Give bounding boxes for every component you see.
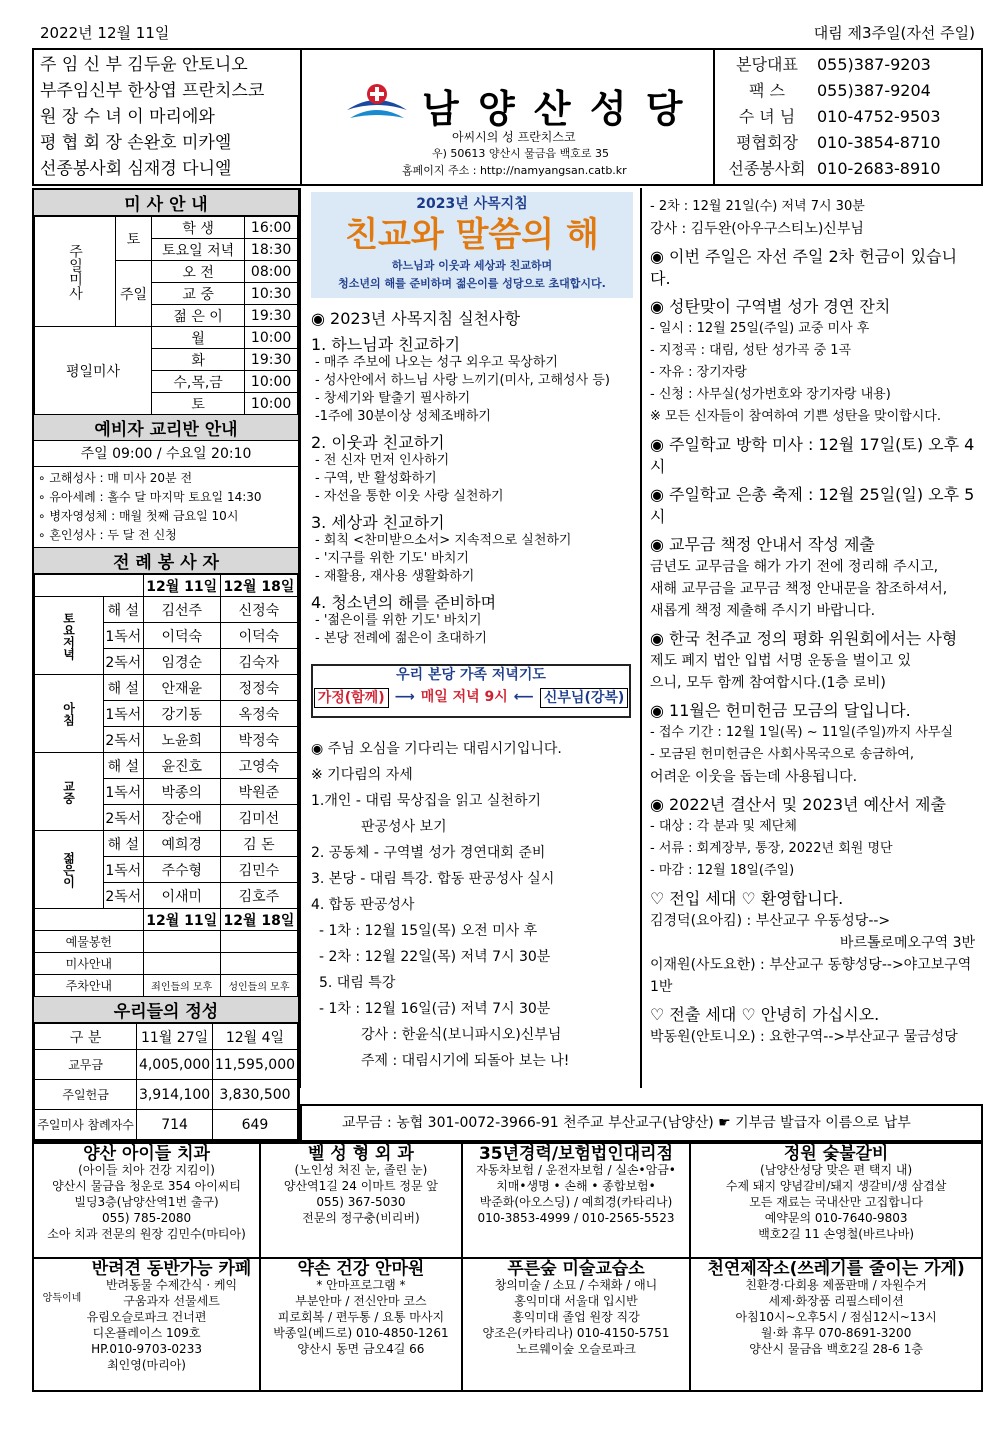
server-role: 해 설: [104, 753, 144, 779]
ad-line: 푸른숲 미술교습소: [507, 1258, 645, 1279]
server-name: 김호주: [220, 883, 297, 909]
server-name: 노윤희: [143, 727, 220, 753]
server-name: 고영숙: [220, 753, 297, 779]
mass-time: 10:00: [245, 371, 298, 393]
ad-line: 치매•생명 • 손해 • 종합보험•: [496, 1179, 656, 1193]
ad-line: 홍익미대 졸업 원장 직강: [512, 1309, 640, 1324]
server-name: 윤진호: [143, 753, 220, 779]
ad-line: 박준화(아오스딩) / 예희경(카타리나): [479, 1195, 673, 1209]
announcement-line: ◉ 주일학교 은총 축제 : 12월 25일(일) 오후 5시: [650, 485, 975, 526]
ad-box: [33, 1143, 260, 1258]
advent-line: - 1차 : 12월 16일(금) 저녁 7시 30분: [319, 1001, 551, 1017]
mass-name: 월: [152, 327, 245, 349]
offering-header: 12월 4일: [212, 1024, 297, 1050]
mass-row: [35, 217, 298, 239]
table-cell: [35, 909, 144, 931]
banner-main: 친교와 말씀의 해: [345, 215, 599, 255]
server-name: 강기동: [143, 701, 220, 727]
advent-notice: [311, 736, 636, 1074]
contact-number: 010-2683-8910: [817, 159, 941, 178]
ad-line: 피로회복 / 편두통 / 요통 마사지: [277, 1309, 445, 1324]
announcement-line: 어려운 이웃을 돕는데 사용됩니다.: [650, 769, 858, 785]
server-name: 박종의: [143, 779, 220, 805]
ad-line: 최인영(마리아): [107, 1357, 186, 1372]
announcement-line: - 서류 : 회계장부, 통장, 2022년 회원 명단: [650, 841, 893, 856]
mass-time: 10:00: [245, 327, 298, 349]
church-patron: 아씨시의 성 프란치스코: [452, 130, 576, 144]
header-box: [32, 48, 983, 186]
prayer-title: 우리 본당 가족 저녁기도: [396, 667, 546, 683]
server-name: 정정숙: [220, 675, 297, 701]
guidelines: [311, 306, 636, 648]
church-name: 남 양 산 성 당: [422, 87, 686, 131]
contact-number: 010-4752-9503: [817, 107, 941, 126]
guideline-heading: 1. 하느님과 친교하기: [311, 335, 461, 354]
ad-line: 010-3853-4999 / 010-2565-5523: [477, 1211, 675, 1225]
server-name: 이새미: [143, 883, 220, 909]
mass-group: 주일미사: [35, 217, 116, 327]
server-name: 임경순: [143, 649, 220, 675]
sacrament-item: ∘ 병자영성체 : 매월 첫째 금요일 10시: [38, 509, 239, 523]
ad-line: 055) 367-5030: [316, 1195, 406, 1209]
ad-line: 부분안마 / 전신안마 코스: [295, 1293, 427, 1308]
guideline-item: - 구역, 반 활성화하기: [315, 471, 437, 486]
duty-name: [143, 953, 220, 975]
catechism-title: 예비자 교리반 안내: [34, 415, 298, 441]
ad-box: [462, 1143, 691, 1258]
ads-table: [32, 1142, 983, 1392]
mass-title: 미 사 안 내: [34, 190, 298, 216]
announcement-line: 새롭게 책정 제출해 주시기 바랍니다.: [650, 603, 876, 619]
ad-line: 반려견 동반가능 카페: [91, 1258, 252, 1279]
guideline-item: - 재활용, 재사용 생활화하기: [315, 569, 475, 584]
ad-line: 천연제작소(쓰레기를 줄이는 가게): [707, 1258, 965, 1279]
mass-group: 평일미사: [35, 327, 152, 415]
ad-line: 세제·화장품 리필스테이션: [768, 1293, 904, 1308]
offering-value: 3,830,500: [212, 1080, 297, 1110]
contact-number: 010-3854-8710: [817, 133, 941, 152]
top-line: [40, 22, 975, 46]
ad-line: 유림오슬로파크 건너편: [86, 1309, 207, 1324]
guideline-item: - 성사안에서 하느님 사랑 느끼기(미사, 고해성사 등): [315, 373, 610, 388]
bulletin-date: 2022년 12월 11일: [40, 24, 170, 42]
server-name: 김 돈: [220, 831, 297, 857]
staff-item: 부주임신부 한상엽 프란치스코: [40, 81, 265, 101]
server-name: 옥정숙: [220, 701, 297, 727]
server-role: 2독서: [104, 805, 144, 831]
ad-line: 양조은(카타리나) 010-4150-5751: [482, 1325, 670, 1340]
mass-time: 19:30: [245, 305, 298, 327]
ad-line: 박종일(베드로) 010-4850-1261: [273, 1325, 449, 1340]
ad-line: 약손 건강 안마원: [297, 1258, 425, 1279]
announcement-line: ◉ 2022년 결산서 및 2023년 예산서 제출: [650, 795, 946, 814]
ad-line: 소아 치과 전문의 원장 김민수(마티아): [47, 1227, 246, 1241]
ad-line: 055) 785-2080: [101, 1211, 192, 1225]
prayer-priest: 신부님(강복): [540, 688, 628, 708]
guideline-item: - 회칙 <찬미받으소서> 지속적으로 실천하기: [315, 533, 572, 548]
ad-box: [690, 1143, 982, 1258]
advent-line: 5. 대림 특강: [319, 975, 396, 991]
server-date: 12월 18일: [220, 909, 297, 931]
advent-line: 3. 본당 - 대림 특강. 합동 판공성사 실시: [311, 871, 555, 887]
announcement-line: 바르톨로메오구역 3반: [839, 935, 975, 951]
mass-time: 18:30: [245, 239, 298, 261]
server-role: 해 설: [104, 831, 144, 857]
contact-list: [717, 50, 981, 184]
server-name: 안재윤: [143, 675, 220, 701]
right-column: [640, 188, 983, 1088]
offering-value: 11,595,000: [212, 1050, 297, 1080]
contact-label: 수 녀 님: [738, 107, 796, 126]
ad-line: (노인성 처진 눈, 졸린 눈): [294, 1163, 428, 1177]
announcement-line: 제도 폐지 법안 입법 서명 운동을 벌이고 있: [650, 653, 912, 669]
guideline-item: - 자선을 통한 이웃 사랑 실천하기: [315, 489, 504, 504]
guideline-item: - 매주 주보에 나오는 성구 외우고 묵상하기: [315, 355, 558, 370]
advent-line: 4. 합동 판공성사: [311, 897, 415, 913]
announcement-line: 이재원(사도요한) : 부산교구 동향성당-->야고보구역 1반: [650, 957, 972, 995]
guideline-item: -1주에 30분이상 성체조배하기: [315, 409, 491, 424]
ad-line: 양산시 동면 금오4길 66: [297, 1341, 425, 1356]
announcement-line: 김경덕(요아킴) : 부산교구 우동성당-->: [650, 913, 891, 929]
server-name: 김미선: [220, 805, 297, 831]
announcement-line: - 2차 : 12월 21일(수) 저녁 7시 30분: [650, 199, 865, 214]
server-name: 김숙자: [220, 649, 297, 675]
ad-line: 백호2길 11 손영철(바르나바): [758, 1227, 915, 1241]
server-row: [35, 675, 298, 701]
duty-name: [220, 953, 297, 975]
arrow-right-icon: ⟶: [394, 689, 415, 705]
offering-header: 구 분: [35, 1024, 137, 1050]
server-role: 2독서: [104, 649, 144, 675]
guideline-item: - 본당 전례에 젊은이 초대하기: [315, 631, 487, 646]
ad-line: 자동차보험 / 운전자보험 / 실손•암금•: [476, 1163, 676, 1177]
liturgy-day: 대림 제3주일(자선 주일): [813, 24, 975, 42]
sacrament-item: ∘ 혼인성사 : 두 달 전 신청: [38, 528, 177, 542]
advent-line: 판공성사 보기: [361, 819, 447, 835]
announcement-line: - 일시 : 12월 25일(주일) 교중 미사 후: [650, 321, 870, 336]
server-group: 젊은이: [35, 831, 104, 909]
prayer-time: 매일 저녁 9시: [420, 689, 508, 705]
mass-name: 젊 은 이: [152, 305, 245, 327]
prayer-family: 가정(함께): [314, 688, 389, 708]
mass-day: 토: [116, 217, 152, 261]
offering-value: 714: [137, 1110, 213, 1140]
arrow-left-icon: ⟵: [513, 689, 534, 705]
ad-line: 양산 아이들 치과: [83, 1144, 210, 1164]
ad-line: 모든 재료는 국내산만 고집합니다: [749, 1195, 923, 1209]
server-role: 1독서: [104, 857, 144, 883]
announcement-line: ◉ 11월은 헌미헌금 모금의 달입니다.: [650, 701, 911, 720]
offering-label: 주일미사 참례자수: [35, 1110, 137, 1140]
ad-line: 친환경·다회용 제품판매 / 자원수거: [745, 1277, 927, 1292]
middle-column: [300, 188, 640, 1088]
banner-line2: 청소년의 해를 준비하며 젊은이를 성당으로 초대합시다.: [338, 277, 606, 290]
server-group: 아침: [35, 675, 104, 753]
ad-line: 양산역1길 24 이마트 정문 앞: [283, 1179, 438, 1193]
mass-name: 수,목,금: [152, 371, 245, 393]
advent-line: ◉ 주님 오심을 기다리는 대림시기입니다.: [311, 741, 562, 757]
ad-line: 월·화 휴무 070-8691-3200: [760, 1325, 912, 1340]
ad-line: 구움과자 선물세트: [123, 1293, 220, 1308]
advent-line: - 1차 : 12월 15일(목) 오전 미사 후: [319, 923, 538, 939]
contact-label: 본당대표: [736, 55, 798, 74]
announcement-line: - 대상 : 각 분과 및 제단체: [650, 819, 797, 834]
guideline-title: ◉ 2023년 사목지침 실천사항: [311, 309, 521, 328]
server-role: 해 설: [104, 675, 144, 701]
announcement-line: 금년도 교무금을 해가 가기 전에 정리해 주시고,: [650, 559, 939, 575]
staff-item: 주 임 신 부 김두윤 안토니오: [40, 55, 248, 75]
mass-time: 16:00: [245, 217, 298, 239]
contact-label: 선종봉사회: [728, 159, 806, 178]
ad-box: [462, 1258, 691, 1391]
staff-item: 선종봉사회 심재경 다니엘: [40, 159, 232, 179]
server-name: 신정숙: [220, 597, 297, 623]
server-role: 1독서: [104, 623, 144, 649]
ad-line: 빌딩3층(남양산역1번 출구): [74, 1195, 219, 1209]
ad-line: 홍익미대 서울대 입시반: [514, 1293, 638, 1308]
announcement-line: 강사 : 김두완(아우구스티노)신부님: [650, 221, 864, 237]
offering-label: 교무금: [35, 1050, 137, 1080]
announcement-line: - 신청 : 사무실(성가번호와 장기자랑 내용): [650, 387, 891, 402]
duty-role: 주차안내: [35, 975, 144, 997]
ad-line: 창의미술 / 소묘 / 수채화 / 애니: [494, 1277, 658, 1292]
church-website[interactable]: 홈페이지 주소 : http://namyangsan.catb.kr: [402, 164, 627, 177]
guideline-heading: 3. 세상과 친교하기: [311, 513, 445, 532]
servers-title: 전 례 봉 사 자: [34, 548, 298, 574]
announcement-line: ※ 모든 신자들이 참여하여 기쁜 성탄을 맞이합시다.: [650, 409, 941, 424]
announcement-line: - 모금된 헌미헌금은 사회사목국으로 송금하여,: [650, 747, 914, 762]
announcement-line: ◉ 교무금 책정 안내서 작성 제출: [650, 535, 875, 554]
offering-header: 11월 27일: [137, 1024, 213, 1050]
staff-list: [34, 50, 302, 184]
ad-box: [260, 1258, 462, 1391]
announcement-line: - 자유 : 장기자랑: [650, 365, 747, 380]
account-info: 교무금 : 농협 301-0072-3966-91 천주교 부산교구(남양산) ☛ 기부금 발급자 이름으로 납부: [300, 1104, 983, 1142]
offering-table: [34, 1023, 298, 1140]
church-logo-area: [302, 50, 715, 184]
ad-line: 아침10시~오후5시 / 점심12시~13시: [735, 1309, 937, 1324]
server-role: 해 설: [104, 597, 144, 623]
advent-line: 2. 공동체 - 구역별 성가 경연대회 준비: [311, 845, 546, 861]
guideline-item: - 전 신자 먼저 인사하기: [315, 453, 450, 468]
mass-name: 토요일 저녁: [152, 239, 245, 261]
guideline-item: - '지구를 위한 기도' 바치기: [315, 551, 469, 566]
server-role: 1독서: [104, 779, 144, 805]
offering-value: 4,005,000: [137, 1050, 213, 1080]
ad-line: 정원 숯불갈비: [783, 1144, 889, 1164]
server-group: 교중: [35, 753, 104, 831]
ad-line: 반려동물 수제간식 · 케익: [105, 1277, 238, 1292]
server-name: 이덕숙: [220, 623, 297, 649]
guideline-item: - 창세기와 탈출기 필사하기: [315, 391, 471, 406]
contact-number: 055)387-9204: [817, 81, 931, 100]
announcement-line: 새해 교무금을 교무금 책정 안내문을 참조하셔서,: [650, 581, 948, 597]
server-role: 2독서: [104, 727, 144, 753]
announcement-line: ◉ 성탄맞이 구역별 성가 경연 잔치: [650, 297, 891, 316]
server-name: 주수형: [143, 857, 220, 883]
offering-value: 649: [212, 1110, 297, 1140]
servers-table: [34, 574, 298, 997]
ad-line: 양산시 물금읍 청운로 354 아이씨티: [52, 1179, 241, 1193]
mass-name: 교 중: [152, 283, 245, 305]
duty-role: 예물봉헌: [35, 931, 144, 953]
server-name: 박정숙: [220, 727, 297, 753]
mass-time: 19:30: [245, 349, 298, 371]
pastoral-banner: [311, 192, 633, 298]
evening-prayer-box: [311, 664, 631, 718]
mass-day: 주일: [116, 261, 152, 327]
announcement-line: ◉ 이번 주일은 자선 주일 2차 헌금이 있습니다.: [650, 247, 958, 288]
mass-time: 10:30: [245, 283, 298, 305]
offering-label: 주일헌금: [35, 1080, 137, 1110]
server-row: [35, 597, 298, 623]
announcement-line: - 지정곡 : 대림, 성탄 성가곡 중 1곡: [650, 343, 852, 358]
server-name: 박원준: [220, 779, 297, 805]
left-column: [32, 188, 300, 1142]
mass-name: 오 전: [152, 261, 245, 283]
mass-time: 10:00: [245, 393, 298, 415]
server-name: 이덕숙: [143, 623, 220, 649]
cafe-logo: 앙득이네: [42, 1292, 82, 1304]
ad-line: 디온플레이스 109호: [92, 1325, 201, 1340]
ad-line: * 안마프로그램 *: [316, 1277, 406, 1292]
advent-line: ※ 기다림의 자세: [311, 767, 413, 783]
advent-line: - 2차 : 12월 22일(목) 저녁 7시 30분: [319, 949, 551, 965]
table-cell: [35, 575, 144, 597]
ad-line: (아이들 치아 건강 지킴이): [78, 1163, 215, 1177]
ad-box: [260, 1143, 462, 1258]
duty-role: 미사안내: [35, 953, 144, 975]
server-name: 장순애: [143, 805, 220, 831]
server-date: 12월 11일: [143, 909, 220, 931]
staff-item: 평 협 회 장 손완호 미카엘: [40, 133, 232, 153]
ad-line: 양산시 물금읍 백호2길 28-6 1층: [749, 1341, 923, 1356]
guideline-heading: 4. 청소년의 해를 준비하며: [311, 593, 497, 612]
mass-row: [35, 327, 298, 349]
church-address: 우) 50613 양산시 물금읍 백호로 35: [432, 147, 610, 160]
server-name: 김선주: [143, 597, 220, 623]
announcement-line: ♡ 전출 세대 ♡ 안녕히 가십시오.: [650, 1005, 880, 1024]
server-row: [35, 831, 298, 857]
ad-line: (남양산성당 맞은 편 택지 내): [760, 1163, 913, 1177]
announcement-line: 박동원(안토니오) : 요한구역-->부산교구 물금성당: [650, 1029, 958, 1045]
server-role: 2독서: [104, 883, 144, 909]
duty-name: 죄인들의 모후: [143, 975, 220, 997]
church-emblem-icon: [342, 80, 412, 130]
ad-line: 35년경력/보험법인대리점: [478, 1144, 674, 1164]
catechism-time: 주일 09:00 / 수요일 20:10: [34, 441, 298, 467]
ad-line: 전문의 정구충(비리버): [302, 1211, 420, 1225]
banner-line1: 하느님과 이웃과 세상과 친교하며: [391, 259, 553, 272]
ad-line: 수제 돼지 양념갈비/돼지 생갈비/생 삼겹살: [725, 1179, 947, 1193]
server-role: 1독서: [104, 701, 144, 727]
duty-name: 성인들의 모후: [220, 975, 297, 997]
ad-line: HP.010-9703-0233: [91, 1341, 202, 1356]
duty-name: [143, 931, 220, 953]
advent-line: 강사 : 한윤식(보니파시오)신부님: [361, 1027, 562, 1043]
ad-line: 예약문의 010-7640-9803: [764, 1211, 908, 1225]
server-date: 12월 11일: [143, 575, 220, 597]
mass-name: 화: [152, 349, 245, 371]
ad-line: 벨 성 형 외 과: [308, 1144, 414, 1164]
server-name: 김민수: [220, 857, 297, 883]
announcement-line: 으니, 모두 함께 참여합시다.(1층 로비): [650, 675, 886, 691]
sacrament-item: ∘ 유아세례 : 홀수 달 마지막 토요일 14:30: [38, 490, 262, 504]
guideline-heading: 2. 이웃과 친교하기: [311, 433, 445, 452]
staff-item: 원 장 수 녀 이 마리에와: [40, 107, 215, 127]
announcement-line: ◉ 주일학교 방학 미사 : 12월 17일(토) 오후 4시: [650, 435, 975, 476]
sacrament-item: ∘ 고해성사 : 매 미사 20분 전: [38, 471, 193, 485]
server-date: 12월 18일: [220, 575, 297, 597]
announcement-line: ♡ 전입 세대 ♡ 환영합니다.: [650, 889, 844, 908]
contact-label: 평협회장: [736, 133, 798, 152]
announcements: [642, 188, 983, 1056]
contact-number: 055)387-9203: [817, 55, 931, 74]
announcement-line: - 접수 기간 : 12월 1일(목) ~ 11일(주일)까지 사무실: [650, 725, 954, 740]
announcement-line: ◉ 한국 천주교 정의 평화 위원회에서는 사형: [650, 629, 958, 648]
server-name: 예희경: [143, 831, 220, 857]
duty-name: [220, 931, 297, 953]
offering-title: 우리들의 정성: [34, 997, 298, 1023]
mass-name: 토: [152, 393, 245, 415]
contact-label: 팩 스: [749, 81, 785, 100]
mass-time: 08:00: [245, 261, 298, 283]
ad-line: 노르웨이숲 오슬로파크: [516, 1341, 636, 1356]
banner-year: 2023년 사목지침: [416, 196, 528, 212]
server-row: [35, 753, 298, 779]
offering-value: 3,914,100: [137, 1080, 213, 1110]
ad-box: [33, 1258, 260, 1391]
guideline-item: - '젊은이를 위한 기도' 바치기: [315, 613, 482, 628]
server-group: 토요저녁: [35, 597, 104, 675]
mass-name: 학 생: [152, 217, 245, 239]
advent-line: 1.개인 - 대림 묵상집을 읽고 실천하기: [311, 793, 541, 809]
advent-line: 주제 : 대림시기에 되돌아 보는 나!: [361, 1053, 570, 1069]
mass-table: [34, 216, 298, 415]
announcement-line: - 마감 : 12월 18일(주일): [650, 863, 795, 878]
ad-box: [690, 1258, 982, 1391]
